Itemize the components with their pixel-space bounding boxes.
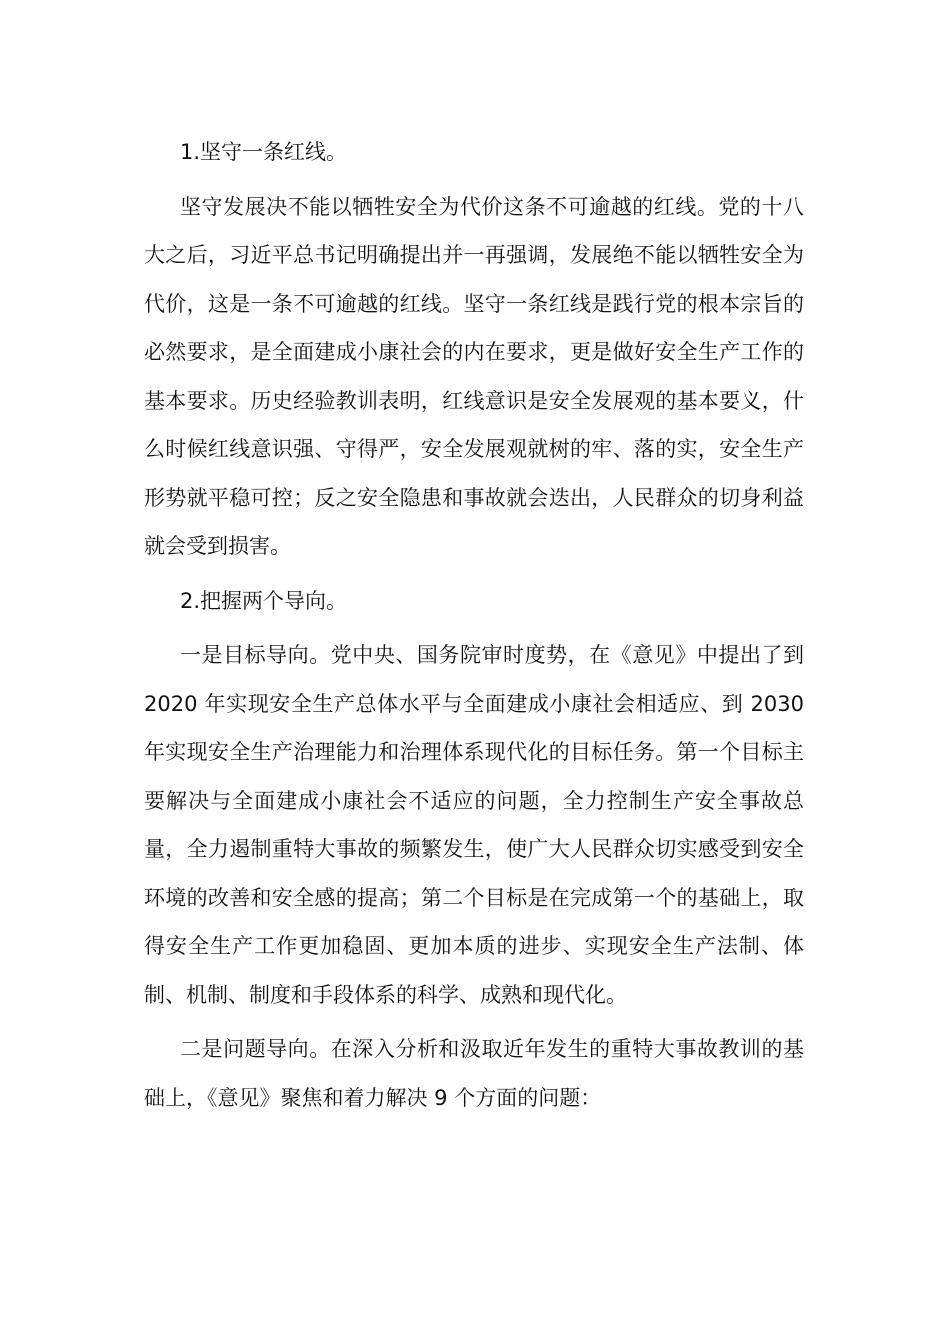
section-heading-red-line: 1.坚守一条红线。 xyxy=(180,140,348,164)
paragraph-red-line: 坚守发展决不能以牺牲安全为代价这条不可逾越的红线。党的十八大之后，习近平总书记明确提出并一再强调，发展绝不能以牺牲安全为代价，这是一条不可逾越的红线。坚守一条红线是践行党的根本宗旨的必然要求，是全面建成小康社会的内在要求，更是做好安全生产工作的基本要求。历史经验教训表明，红线意识是安全发展观的基本要义，什么时候红线意识强、守得严，安全发展观就树的牢、落的实，安全生产形势就平稳可控；反之安全隐患和事故就会迭出，人民群众的切身利益就会受到损害。 xyxy=(144,194,804,558)
section-heading-two-orientations: 2.把握两个导向。 xyxy=(180,588,348,613)
document-body xyxy=(144,128,804,1122)
paragraph-goal-orientation: 一是目标导向。党中央、国务院审时度势，在《意见》中提出了到 2020 年实现安全生产总体水平与全面建成小康社会相适应、到 2030 年实现安全生产治理能力和治理体系现代化的目标任务。第一个目标主要解决与全面建成小康社会不适应的问题，全力控制生产安全事故总量，全力遏制重特大事故的频繁发生，使广大人民群众切实感受到安全环境的改善和安全感的提高；第二个目标是在完成第一个的基础上，取得安全生产工作更加稳固、更加本质的进步、实现安全生产法制、体制、机制、制度和手段体系的科学、成熟和现代化。 xyxy=(144,643,804,1007)
paragraph-problem-orientation: 二是问题导向。在深入分析和汲取近年发生的重特大事故教训的基础上，《意见》聚焦和着力解决 9 个方面的问题： xyxy=(144,1037,804,1110)
